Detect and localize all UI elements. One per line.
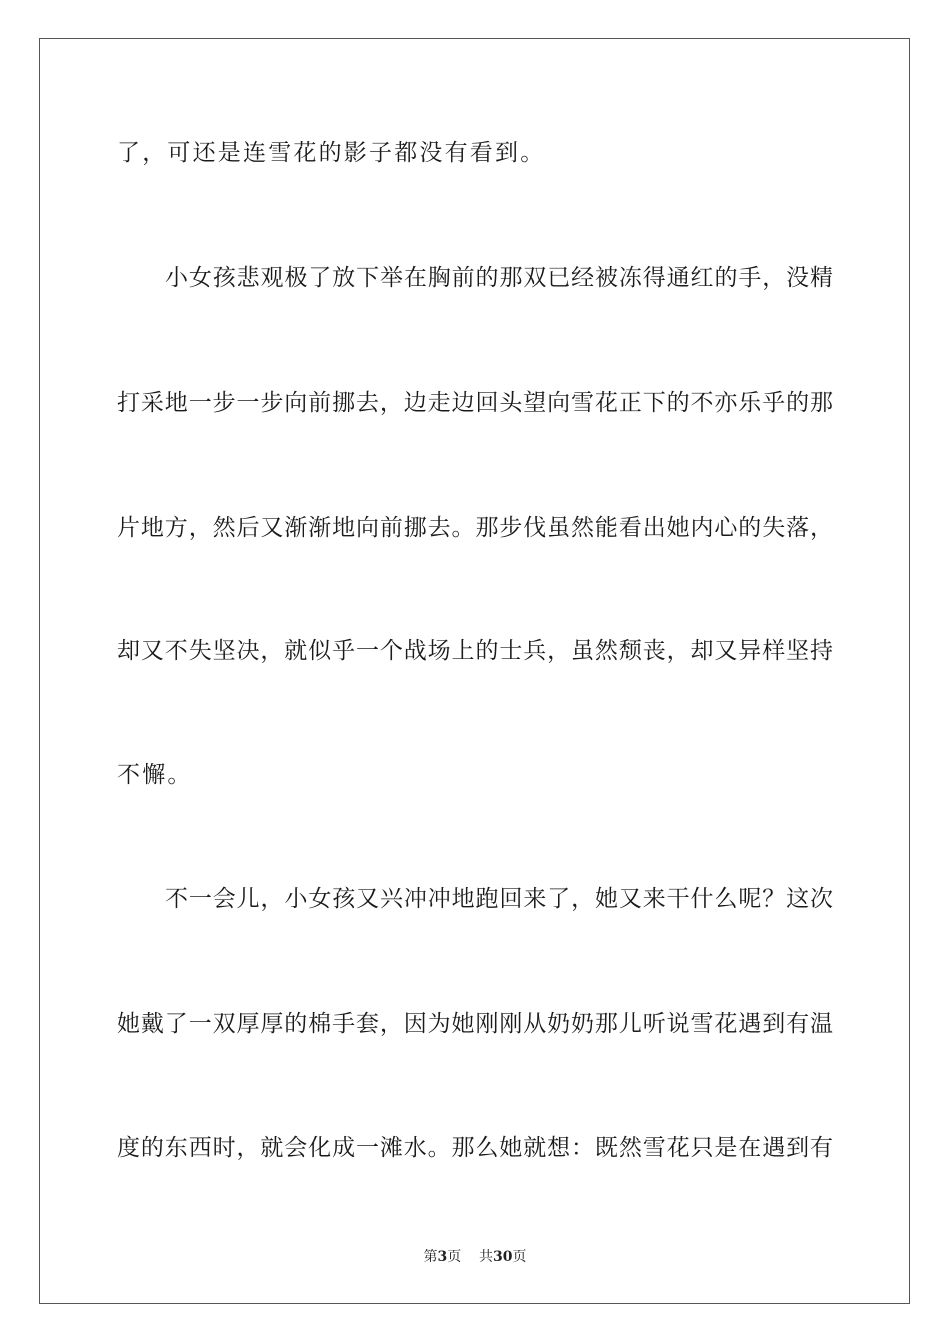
text-line-3: 打采地一步一步向前挪去，边走边回头望向雪花正下的不亦乐乎的那	[117, 390, 833, 416]
page-border	[39, 38, 910, 1304]
text-line-5: 却又不失坚决，就似乎一个战场上的士兵，虽然颓丧，却又异样坚持	[117, 638, 833, 664]
page-suffix: 页	[447, 1249, 462, 1265]
text-line-6: 不懈。	[117, 762, 193, 788]
page-number: 3	[437, 1249, 448, 1265]
total-prefix: 共	[479, 1249, 494, 1265]
page-footer	[0, 1248, 950, 1266]
page-prefix: 第	[423, 1249, 438, 1265]
total-pages: 30	[493, 1249, 513, 1265]
text-line-2: 小女孩悲观极了放下举在胸前的那双已经被冻得通红的手，没精	[165, 265, 833, 291]
text-line-9: 度的东西时，就会化成一滩水。那么她就想：既然雪花只是在遇到有	[117, 1135, 833, 1161]
text-line-7: 不一会儿，小女孩又兴冲冲地跑回来了，她又来干什么呢？这次	[165, 886, 833, 912]
total-suffix: 页	[512, 1249, 527, 1265]
text-line-1: 了，可还是连雪花的影子都没有看到。	[117, 140, 546, 166]
text-line-4: 片地方，然后又渐渐地向前挪去。那步伐虽然能看出她内心的失落，	[117, 515, 833, 541]
text-line-8: 她戴了一双厚厚的棉手套，因为她刚刚从奶奶那儿听说雪花遇到有温	[117, 1011, 833, 1037]
